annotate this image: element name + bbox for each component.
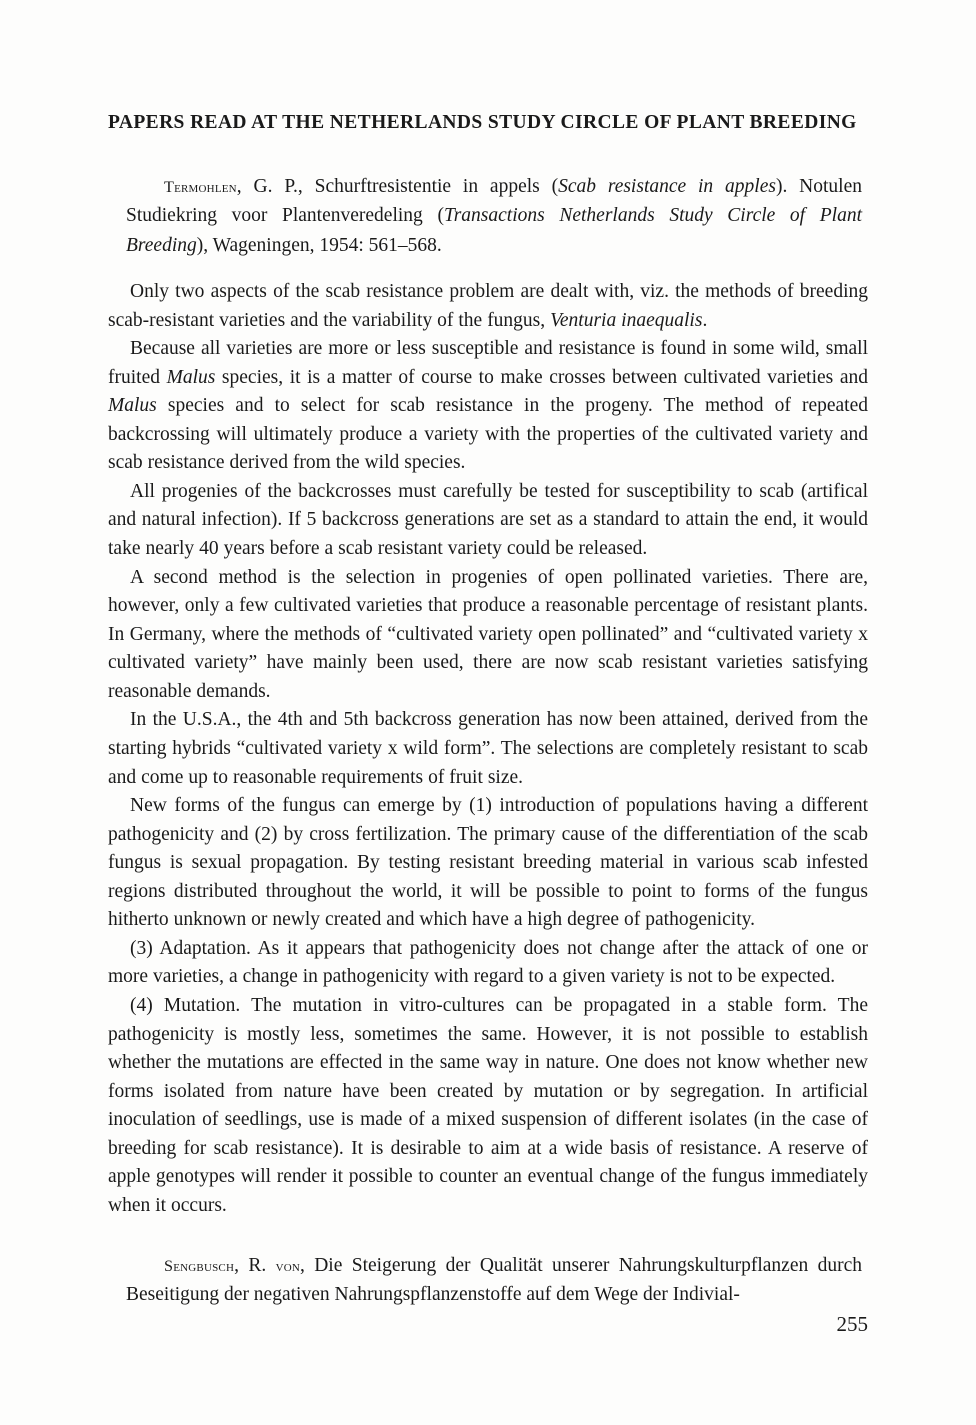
reference-author-rest: , G. P., Schurftresistentie in appels ( [236, 176, 559, 198]
text-run: Only two aspects of the scab resistance problem are dealt with, viz. the methods of breeding scab-resistant varieties and the variability of the fungus, [108, 280, 868, 331]
italic-term: Malus [166, 366, 216, 388]
body-paragraph [108, 564, 868, 707]
text-run: species and to select for scab resistance in the progeny. The method of repeated backcrossing will ultimately produce a variety with the properties of the cultivated variety and scab resistance derived from the wild species. [108, 395, 868, 474]
body-paragraph [108, 935, 868, 992]
body-paragraph [108, 792, 868, 935]
italic-term: Malus [108, 395, 157, 417]
reference-citation-termohlen [108, 172, 868, 260]
page-content [108, 108, 868, 1327]
text-run: species, it is a matter of course to make crosses between cultivated varieties and [215, 366, 869, 388]
body-text [108, 278, 868, 1221]
text-run: New forms of the fungus can emerge by (1) introduction of populations having a different pathogenicity and (2) by cross fertilization. The primary cause of the differentiation of the scab fungus is sexual propagation. By testing resistant breeding material in various scab infested regions distributed throughout the world, it will be possible to point to forms of the fungus hitherto unknown or newly created and which have a high degree of pathogenicity. [108, 795, 868, 931]
reference-title-italic: Scab resistance in apples [558, 176, 776, 198]
reference-author-rest: , R. [234, 1254, 276, 1276]
reference-author: Sengbusch [164, 1256, 235, 1275]
page-title: PAPERS READ AT THE NETHERLANDS STUDY CIRCLE OF PLANT BREEDING [108, 112, 857, 133]
reference-journal-italic: Transactions Netherlands Study Circle of Plant Breeding [126, 205, 862, 256]
italic-term: Venturia inaequalis [550, 309, 703, 331]
body-paragraph [108, 706, 868, 792]
text-run: A second method is the selection in progenies of open pollinated varieties. There are, however, only a few cultivated varieties that produce a reasonable percentage of resistant plants. In Germany, where the methods of “cultivated variety open pollinated” and “cultivated variety x cultivated variety” have mainly been used, there are now scab resistant varieties satisfying reasonable demands. [108, 566, 868, 702]
text-run: Because all varieties are more or less susceptible and resistance is found in some wild, small fruited [108, 338, 868, 388]
reference-author: Termohlen [164, 178, 237, 197]
reference-citation-tail: ), Wageningen, 1954: 561–568. [196, 234, 442, 256]
page-number: 255 [836, 1312, 868, 1336]
reference-text-tail: , Die Steigerung der Qualität unserer Nahrungskulturpflanzen durch Beseitigung der negativen Nahrungspflanzenstoffe auf dem Wege der Indivial- [126, 1254, 862, 1305]
text-run: (3) Adaptation. As it appears that pathogenicity does not change after the attack of one or more varieties, a change in pathogenicity with regard to a given variety is not to be expected. [108, 937, 868, 988]
text-run: All progenies of the backcrosses must carefully be tested for susceptibility to scab (artifical and natural infection). If 5 backcross generations are set as a standard to attain the end, it would take nearly 40 years before a scab resistant variety could be released. [108, 480, 868, 560]
body-paragraph [108, 278, 868, 335]
body-paragraph [108, 478, 868, 564]
reference-citation-sengbusch [108, 1251, 868, 1310]
reference-von: von [275, 1256, 300, 1275]
text-run: (4) Mutation. The mutation in vitro-cultures can be propagated in a stable form. The pathogenicity is mostly less, sometimes the same. However, it is not possible to establish whether the mutations are effected in the same way in nature. One does not know whether new forms isolated from nature have been created by mutation or by segregation. In artificial inoculation of seedlings, use is made of a mixed suspension of different isolates (in the case of breeding for scab resistance). It is desirable to aim at a wide basis of resistance. A reserve of apple genotypes will render it possible to counter an eventual change of the fungus immediately when it occurs. [108, 995, 868, 1216]
text-run: In the U.S.A., the 4th and 5th backcross generation has now been attained, derived from the starting hybrids “cultivated variety x wild form”. The selections are completely resistant to scab and come up to reasonable requirements of fruit size. [108, 709, 868, 788]
text-run: . [702, 309, 708, 331]
body-paragraph [108, 992, 868, 1221]
body-paragraph [108, 335, 868, 478]
reference-after-title: ). Notulen Studiekring voor Plantenveredeling ( [126, 176, 862, 227]
